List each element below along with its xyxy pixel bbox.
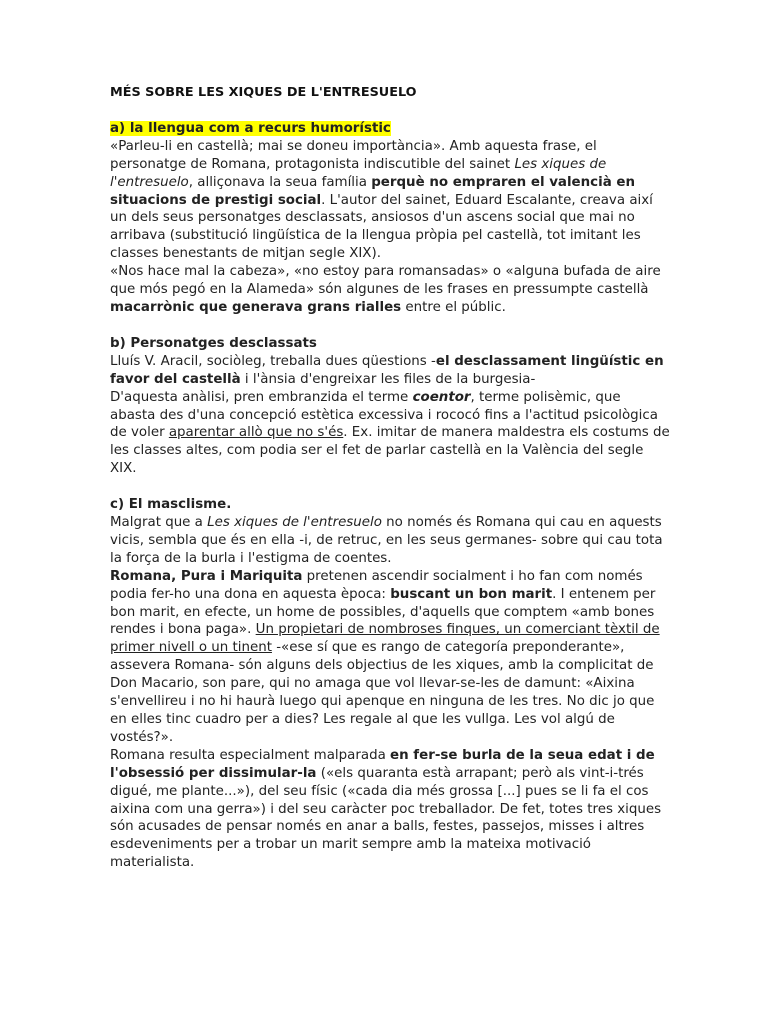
text-run: i l'ànsia d'engreixar les files de la burgesia- [240, 371, 536, 387]
document-title: MÉS SOBRE LES XIQUES DE L'ENTRESUELO [110, 85, 417, 100]
text-run: entre el públic. [401, 299, 506, 315]
section-b-paragraph-1 [110, 353, 670, 389]
emphasis-text: Romana, Pura i Mariquita [110, 568, 303, 584]
key-term: coentor [412, 389, 471, 405]
text-run: . I entenem per bon marit, en efecte, un home de possibles, d'aquells que comptem «amb bones rendes i bona paga». [110, 586, 656, 638]
section-b-heading: b) Personatges desclassats [110, 335, 317, 351]
spacer [110, 478, 670, 496]
text-run: Romana resulta especialment malparada [110, 747, 391, 763]
text-run: . Ex. imitar de manera maldestra els costums de les classes altes, com podia ser el fet de parlar castellà en la València del segle XIX. [110, 425, 670, 477]
text-run: Malgrat que a [110, 515, 208, 531]
emphasis-text: en fer-se burla de la seua edat i de l'obsessió per dissimular-la [110, 747, 655, 781]
section-a-heading [110, 120, 670, 138]
emphasis-text: el desclassament lingüístic en favor del castellà [110, 353, 664, 387]
section-c-paragraph-1 [110, 514, 670, 568]
section-c-heading: c) El masclisme. [110, 497, 232, 513]
document-page [110, 84, 670, 872]
text-run: («els quaranta està arrapant; però als vint-i-trés digué, me plante...»), del seu físic («cada dia més grossa [...] pues se li fa el cos aixina com una gerra») i del seu caràcter poc treballador. De fet, totes tres xiques són acusades de pensar només en anar a balls, festes, passejos, misses i altres esdeveniments per a trobar un marit sempre amb la mateixa motivació materialista. [110, 765, 662, 871]
underlined-text: Un propietari de nombroses finques, un comerciant tèxtil de primer nivell o un tinent [110, 622, 660, 656]
underlined-text: aparentar allò que no s'és [168, 425, 344, 441]
text-run: , terme polisèmic, que abasta des d'una concepció estètica excessiva i rococó fins a l'actitud psicològica de voler [110, 389, 658, 441]
text-run: , alliçonava la seua família [188, 174, 372, 190]
section-c-paragraph-2 [110, 568, 670, 747]
text-run: . L'autor del sainet, Eduard Escalante, creava així un dels seus personatges desclassats, ansiosos d'un ascens social que mai no arribava (substitució lingüística de la llengua pròpia pel castellà, tot imitant les classes benestants de mitjan segle XIX). [110, 192, 653, 262]
text-run: «Parleu-li en castellà; mai se doneu importància». Amb aquesta frase, el personatge de Romana, protagonista indiscutible del sainet [110, 138, 597, 172]
section-c-paragraph-3 [110, 747, 670, 872]
section-a-heading-text: a) la llengua com a recurs humorístic [110, 120, 391, 136]
text-run: «Nos hace mal la cabeza», «no estoy para romansadas» o «alguna bufada de aire que mós pegó en la Alameda» són algunes de les frases en pressumpte castellà [110, 264, 661, 298]
text-run: Lluís V. Aracil, sociòleg, treballa dues qüestions - [110, 353, 436, 369]
work-title: Les xiques de l'entresuelo [207, 515, 382, 531]
text-run: pretenen ascendir socialment i ho fan com només podia fer-ho una dona en aquesta època: [110, 568, 643, 602]
work-title: Les xiques de l'entresuelo [110, 156, 607, 190]
emphasis-text: macarrònic que generava grans rialles [110, 299, 402, 315]
emphasis-text: buscant un bon marit [390, 586, 553, 602]
text-run: -«ese sí que es rango de categoría preponderante», assevera Romana- són alguns dels objectius de les xiques, amb la complicitat de Don Macario, son pare, qui no amaga que vol llevar-se-les de damunt: «Aixina s'envellireu i no hi haurà luego qui apenque en ninguna de les tres. No dic jo que en elles tinc cuadro per a dies? Les regale al que les vullga. Les vol algú de vostés?». [110, 640, 655, 745]
text-run: no només és Romana qui cau en aquests vicis, sembla que és en ella -i, de retruc, en les seus germanes- sobre qui cau tota la força de la burla i l'estigma de coentes. [110, 515, 663, 566]
section-a-paragraph-1 [110, 138, 670, 263]
section-b-paragraph-2 [110, 389, 670, 479]
spacer [110, 317, 670, 335]
text-run: D'aquesta anàlisi, pren embranzida el terme [110, 389, 413, 405]
emphasis-text: perquè no empraren el valencià en situacions de prestigi social [110, 174, 636, 208]
section-a-paragraph-2 [110, 263, 670, 317]
